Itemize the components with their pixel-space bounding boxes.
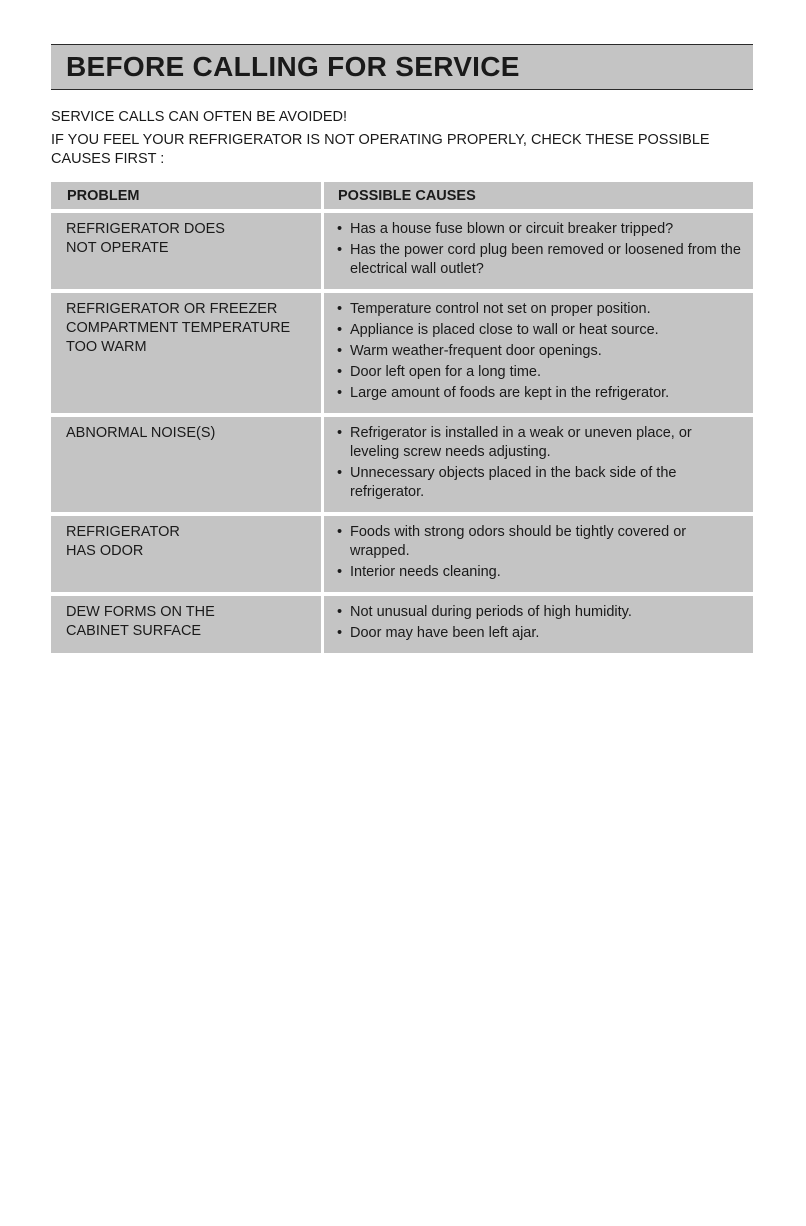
header-problem: PROBLEM — [51, 182, 321, 209]
cause-item: • Temperature control not set on proper position. — [336, 300, 743, 319]
cause-item: • Door may have been left ajar. — [336, 624, 743, 643]
table-row — [51, 516, 753, 592]
cause-item: • Not unusual during periods of high humidity. — [336, 603, 743, 622]
problem-cell — [51, 516, 321, 592]
cause-item: • Refrigerator is installed in a weak or uneven place, or leveling screw needs adjusting. — [336, 424, 743, 462]
cause-list — [336, 603, 743, 643]
troubleshooting-table — [51, 178, 753, 657]
problem-cell — [51, 417, 321, 512]
intro-line-2: IF YOU FEEL YOUR REFRIGERATOR IS NOT OPERATING PROPERLY, CHECK THESE POSSIBLE CAUSES FIRST : — [51, 132, 710, 167]
cause-item: • Interior needs cleaning. — [336, 563, 743, 582]
cause-list — [336, 523, 743, 582]
cause-list — [336, 300, 743, 403]
cause-item: • Large amount of foods are kept in the refrigerator. — [336, 384, 743, 403]
cause-item: • Foods with strong odors should be tightly covered or wrapped. — [336, 523, 743, 561]
cause-item: • Warm weather-frequent door openings. — [336, 342, 743, 361]
table-row — [51, 596, 753, 653]
page-title: BEFORE CALLING FOR SERVICE — [66, 51, 520, 82]
cause-item: • Door left open for a long time. — [336, 363, 743, 382]
problem-text: DEW FORMS ON THE CABINET SURFACE — [66, 604, 215, 639]
problem-cell — [51, 293, 321, 413]
table-row — [51, 293, 753, 413]
problem-cell — [51, 213, 321, 289]
cause-list — [336, 220, 743, 279]
problem-text: REFRIGERATOR DOES NOT OPERATE — [66, 221, 225, 256]
cause-item: • Has the power cord plug been removed or loosened from the electrical wall outlet? — [336, 241, 743, 279]
problem-text: ABNORMAL NOISE(S) — [66, 425, 216, 441]
causes-cell — [321, 516, 753, 592]
problem-text: REFRIGERATOR HAS ODOR — [66, 524, 180, 559]
causes-cell — [321, 417, 753, 512]
problem-cell — [51, 596, 321, 653]
title-bar — [51, 44, 753, 90]
table-header-row — [51, 182, 753, 209]
causes-cell — [321, 596, 753, 653]
cause-list — [336, 424, 743, 502]
intro-line-1: SERVICE CALLS CAN OFTEN BE AVOIDED! — [51, 109, 347, 125]
manual-page — [51, 44, 753, 657]
table-row — [51, 213, 753, 289]
cause-item: • Has a house fuse blown or circuit breaker tripped? — [336, 220, 743, 239]
cause-item: • Appliance is placed close to wall or heat source. — [336, 321, 743, 340]
cause-item: • Unnecessary objects placed in the back side of the refrigerator. — [336, 464, 743, 502]
table-row — [51, 417, 753, 512]
intro-section — [51, 108, 753, 169]
causes-cell — [321, 213, 753, 289]
causes-cell — [321, 293, 753, 413]
problem-text: REFRIGERATOR OR FREEZER COMPARTMENT TEMPERATURE TOO WARM — [66, 301, 291, 355]
header-possible-causes: POSSIBLE CAUSES — [321, 182, 753, 209]
